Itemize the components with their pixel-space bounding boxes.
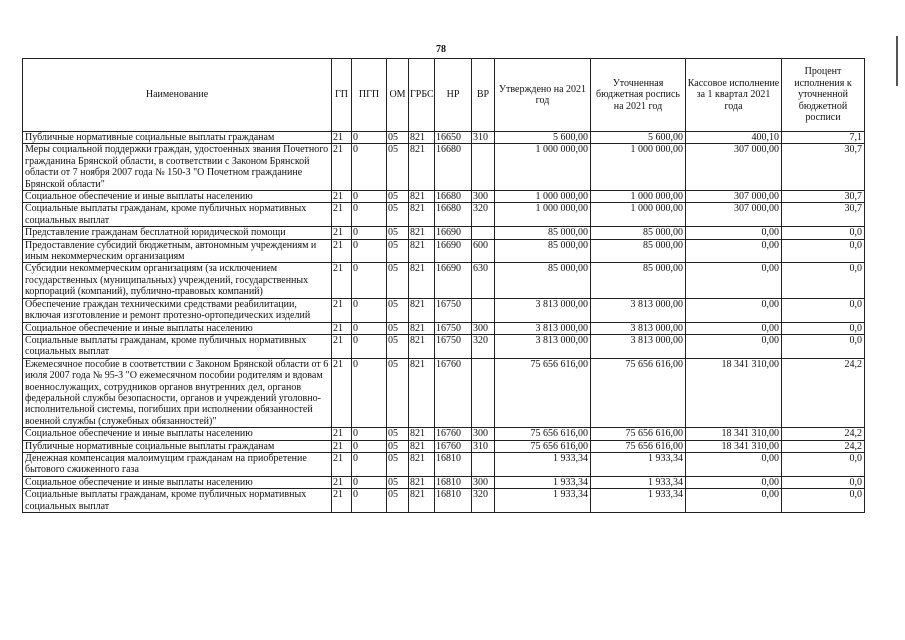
cell-grbs: 821 (409, 428, 435, 440)
table-row (23, 440, 865, 452)
cell-approved: 75 656 616,00 (495, 428, 591, 440)
cell-om: 05 (387, 452, 409, 476)
cell-name: Денежная компенсация малоимущим гражданам на приобретение бытового сжиженного газа (23, 452, 332, 476)
header-pgp: ПГП (352, 59, 387, 132)
cell-name: Социальное обеспечение и иные выплаты населению (23, 428, 332, 440)
cell-vr: 300 (472, 476, 495, 488)
table-row (23, 489, 865, 513)
cell-revised: 1 933,34 (591, 452, 686, 476)
cell-revised: 75 656 616,00 (591, 440, 686, 452)
cell-name: Социальное обеспечение и иные выплаты населению (23, 322, 332, 334)
cell-revised: 85 000,00 (591, 263, 686, 298)
cell-percent: 30,7 (782, 191, 865, 203)
cell-percent: 0,0 (782, 334, 865, 358)
cell-approved: 1 000 000,00 (495, 191, 591, 203)
cell-gp: 21 (332, 322, 352, 334)
cell-pgp: 0 (352, 191, 387, 203)
cell-percent: 0,0 (782, 298, 865, 322)
table-row (23, 263, 865, 298)
table-row (23, 452, 865, 476)
cell-percent: 24,2 (782, 358, 865, 427)
table-row (23, 334, 865, 358)
cell-pgp: 0 (352, 428, 387, 440)
cell-pgp: 0 (352, 334, 387, 358)
page-number: 78 (436, 44, 446, 55)
cell-cash: 0,00 (686, 239, 782, 263)
cell-approved: 1 000 000,00 (495, 144, 591, 191)
cell-grbs: 821 (409, 132, 435, 144)
table-row (23, 358, 865, 427)
cell-om: 05 (387, 144, 409, 191)
table-row (23, 132, 865, 144)
cell-approved: 1 000 000,00 (495, 203, 591, 227)
cell-revised: 3 813 000,00 (591, 322, 686, 334)
table-row (23, 476, 865, 488)
cell-nr: 16810 (435, 489, 472, 513)
cell-om: 05 (387, 440, 409, 452)
cell-name: Публичные нормативные социальные выплаты гражданам (23, 132, 332, 144)
cell-gp: 21 (332, 358, 352, 427)
cell-name: Социальные выплаты гражданам, кроме публичных нормативных социальных выплат (23, 334, 332, 358)
cell-cash: 0,00 (686, 322, 782, 334)
cell-pgp: 0 (352, 358, 387, 427)
cell-approved: 3 813 000,00 (495, 322, 591, 334)
cell-vr: 630 (472, 263, 495, 298)
cell-approved: 1 933,34 (495, 476, 591, 488)
cell-revised: 1 000 000,00 (591, 191, 686, 203)
cell-pgp: 0 (352, 239, 387, 263)
cell-approved: 85 000,00 (495, 239, 591, 263)
cell-approved: 3 813 000,00 (495, 334, 591, 358)
cell-vr: 600 (472, 239, 495, 263)
table-header-row (23, 59, 865, 132)
table-row (23, 203, 865, 227)
cell-nr: 16680 (435, 203, 472, 227)
cell-name: Социальное обеспечение и иные выплаты населению (23, 191, 332, 203)
cell-name: Представление гражданам бесплатной юридической помощи (23, 227, 332, 239)
table-row (23, 428, 865, 440)
cell-approved: 75 656 616,00 (495, 358, 591, 427)
cell-grbs: 821 (409, 489, 435, 513)
cell-revised: 5 600,00 (591, 132, 686, 144)
table-row (23, 239, 865, 263)
cell-vr: 310 (472, 440, 495, 452)
cell-gp: 21 (332, 239, 352, 263)
header-percent: Процент исполнения к уточненной бюджетной росписи (782, 59, 865, 132)
table-row (23, 322, 865, 334)
header-name: Наименование (23, 59, 332, 132)
cell-approved: 1 933,34 (495, 452, 591, 476)
cell-approved: 5 600,00 (495, 132, 591, 144)
cell-nr: 16810 (435, 476, 472, 488)
cell-nr: 16760 (435, 358, 472, 427)
cell-gp: 21 (332, 440, 352, 452)
cell-gp: 21 (332, 191, 352, 203)
cell-cash: 0,00 (686, 263, 782, 298)
cell-cash: 0,00 (686, 489, 782, 513)
cell-revised: 75 656 616,00 (591, 358, 686, 427)
cell-grbs: 821 (409, 322, 435, 334)
cell-pgp: 0 (352, 489, 387, 513)
cell-gp: 21 (332, 428, 352, 440)
cell-pgp: 0 (352, 440, 387, 452)
cell-nr: 16690 (435, 239, 472, 263)
cell-gp: 21 (332, 452, 352, 476)
cell-nr: 16810 (435, 452, 472, 476)
cell-pgp: 0 (352, 476, 387, 488)
header-gp: ГП (332, 59, 352, 132)
budget-execution-table (22, 58, 865, 513)
cell-grbs: 821 (409, 263, 435, 298)
cell-vr: 320 (472, 203, 495, 227)
header-approved: Утверждено на 2021 год (495, 59, 591, 132)
cell-pgp: 0 (352, 263, 387, 298)
table-body (23, 132, 865, 513)
cell-revised: 1 000 000,00 (591, 203, 686, 227)
scan-edge-mark (896, 36, 898, 86)
cell-revised: 85 000,00 (591, 227, 686, 239)
cell-grbs: 821 (409, 191, 435, 203)
cell-nr: 16750 (435, 322, 472, 334)
cell-percent: 0,0 (782, 227, 865, 239)
cell-revised: 1 000 000,00 (591, 144, 686, 191)
cell-vr: 300 (472, 322, 495, 334)
cell-name: Меры социальной поддержки граждан, удостоенных звания Почетного гражданина Брянской области, в соответствии с Законом Брянской области от 7 ноября 2007 года № 150-З "О Почетном гражданине Брянской области" (23, 144, 332, 191)
cell-name: Обеспечение граждан техническими средствами реабилитации, включая изготовление и ремонт протезно-ортопедических изделий (23, 298, 332, 322)
cell-vr (472, 298, 495, 322)
cell-pgp: 0 (352, 322, 387, 334)
cell-grbs: 821 (409, 440, 435, 452)
cell-name: Предоставление субсидий бюджетным, автономным учреждениям и иным некоммерческим организациям (23, 239, 332, 263)
cell-vr (472, 358, 495, 427)
header-om: ОМ (387, 59, 409, 132)
cell-pgp: 0 (352, 203, 387, 227)
cell-approved: 85 000,00 (495, 263, 591, 298)
cell-name: Социальные выплаты гражданам, кроме публичных нормативных социальных выплат (23, 203, 332, 227)
cell-gp: 21 (332, 203, 352, 227)
cell-cash: 0,00 (686, 334, 782, 358)
table-row (23, 191, 865, 203)
cell-om: 05 (387, 227, 409, 239)
cell-revised: 85 000,00 (591, 239, 686, 263)
cell-grbs: 821 (409, 358, 435, 427)
cell-om: 05 (387, 358, 409, 427)
cell-om: 05 (387, 191, 409, 203)
cell-pgp: 0 (352, 452, 387, 476)
cell-revised: 1 933,34 (591, 489, 686, 513)
cell-om: 05 (387, 489, 409, 513)
cell-om: 05 (387, 476, 409, 488)
cell-vr: 320 (472, 489, 495, 513)
cell-grbs: 821 (409, 227, 435, 239)
header-vr: ВР (472, 59, 495, 132)
cell-om: 05 (387, 334, 409, 358)
cell-revised: 1 933,34 (591, 476, 686, 488)
cell-vr: 300 (472, 428, 495, 440)
cell-om: 05 (387, 263, 409, 298)
cell-nr: 16650 (435, 132, 472, 144)
cell-cash: 0,00 (686, 227, 782, 239)
cell-revised: 3 813 000,00 (591, 298, 686, 322)
cell-cash: 18 341 310,00 (686, 440, 782, 452)
cell-percent: 0,0 (782, 322, 865, 334)
cell-gp: 21 (332, 298, 352, 322)
cell-nr: 16760 (435, 440, 472, 452)
cell-cash: 0,00 (686, 476, 782, 488)
cell-om: 05 (387, 239, 409, 263)
cell-vr: 310 (472, 132, 495, 144)
cell-approved: 1 933,34 (495, 489, 591, 513)
cell-gp: 21 (332, 334, 352, 358)
cell-gp: 21 (332, 476, 352, 488)
cell-percent: 0,0 (782, 489, 865, 513)
cell-cash: 307 000,00 (686, 191, 782, 203)
cell-nr: 16690 (435, 263, 472, 298)
cell-vr (472, 144, 495, 191)
cell-grbs: 821 (409, 476, 435, 488)
cell-nr: 16760 (435, 428, 472, 440)
cell-name: Ежемесячное пособие в соответствии с Законом Брянской области от 6 июля 2007 года № 95-З "О ежемесячном пособии родителям и вдовам военнослужащих, сотрудников органов внутренних дел, органов федеральной службы безопасности, органов и учреждений уголовно-исполнительной системы, погибших при исполнении обязанностей военной службы (служебных обязанностей)" (23, 358, 332, 427)
cell-pgp: 0 (352, 298, 387, 322)
cell-nr: 16680 (435, 191, 472, 203)
cell-name: Социальное обеспечение и иные выплаты населению (23, 476, 332, 488)
cell-vr (472, 452, 495, 476)
cell-nr: 16680 (435, 144, 472, 191)
cell-percent: 0,0 (782, 476, 865, 488)
cell-percent: 30,7 (782, 203, 865, 227)
cell-gp: 21 (332, 227, 352, 239)
cell-percent: 24,2 (782, 440, 865, 452)
cell-percent: 30,7 (782, 144, 865, 191)
cell-percent: 7,1 (782, 132, 865, 144)
cell-grbs: 821 (409, 334, 435, 358)
table-row (23, 227, 865, 239)
cell-gp: 21 (332, 489, 352, 513)
cell-cash: 0,00 (686, 298, 782, 322)
cell-gp: 21 (332, 144, 352, 191)
cell-vr (472, 227, 495, 239)
cell-vr: 320 (472, 334, 495, 358)
cell-gp: 21 (332, 263, 352, 298)
cell-cash: 307 000,00 (686, 144, 782, 191)
header-grbs: ГРБС (409, 59, 435, 132)
cell-percent: 24,2 (782, 428, 865, 440)
cell-percent: 0,0 (782, 263, 865, 298)
cell-grbs: 821 (409, 239, 435, 263)
cell-revised: 3 813 000,00 (591, 334, 686, 358)
cell-cash: 307 000,00 (686, 203, 782, 227)
cell-om: 05 (387, 132, 409, 144)
header-nr: НР (435, 59, 472, 132)
table-row (23, 298, 865, 322)
header-revised: Уточненная бюджетная роспись на 2021 год (591, 59, 686, 132)
cell-om: 05 (387, 298, 409, 322)
header-cash: Кассовое исполнение за 1 квартал 2021 года (686, 59, 782, 132)
cell-nr: 16750 (435, 334, 472, 358)
cell-approved: 3 813 000,00 (495, 298, 591, 322)
cell-grbs: 821 (409, 144, 435, 191)
cell-grbs: 821 (409, 452, 435, 476)
cell-nr: 16690 (435, 227, 472, 239)
cell-percent: 0,0 (782, 239, 865, 263)
cell-vr: 300 (472, 191, 495, 203)
cell-approved: 75 656 616,00 (495, 440, 591, 452)
cell-cash: 400,10 (686, 132, 782, 144)
cell-name: Социальные выплаты гражданам, кроме публичных нормативных социальных выплат (23, 489, 332, 513)
cell-om: 05 (387, 203, 409, 227)
cell-cash: 0,00 (686, 452, 782, 476)
cell-gp: 21 (332, 132, 352, 144)
cell-name: Субсидии некоммерческим организациям (за исключением государственных (муниципальных) учреждений, государственных корпораций (компаний), публично-правовых компаний) (23, 263, 332, 298)
cell-percent: 0,0 (782, 452, 865, 476)
cell-cash: 18 341 310,00 (686, 428, 782, 440)
cell-grbs: 821 (409, 203, 435, 227)
cell-approved: 85 000,00 (495, 227, 591, 239)
cell-revised: 75 656 616,00 (591, 428, 686, 440)
cell-cash: 18 341 310,00 (686, 358, 782, 427)
cell-pgp: 0 (352, 132, 387, 144)
cell-pgp: 0 (352, 144, 387, 191)
table-row (23, 144, 865, 191)
cell-pgp: 0 (352, 227, 387, 239)
cell-grbs: 821 (409, 298, 435, 322)
cell-om: 05 (387, 322, 409, 334)
cell-om: 05 (387, 428, 409, 440)
cell-nr: 16750 (435, 298, 472, 322)
cell-name: Публичные нормативные социальные выплаты гражданам (23, 440, 332, 452)
